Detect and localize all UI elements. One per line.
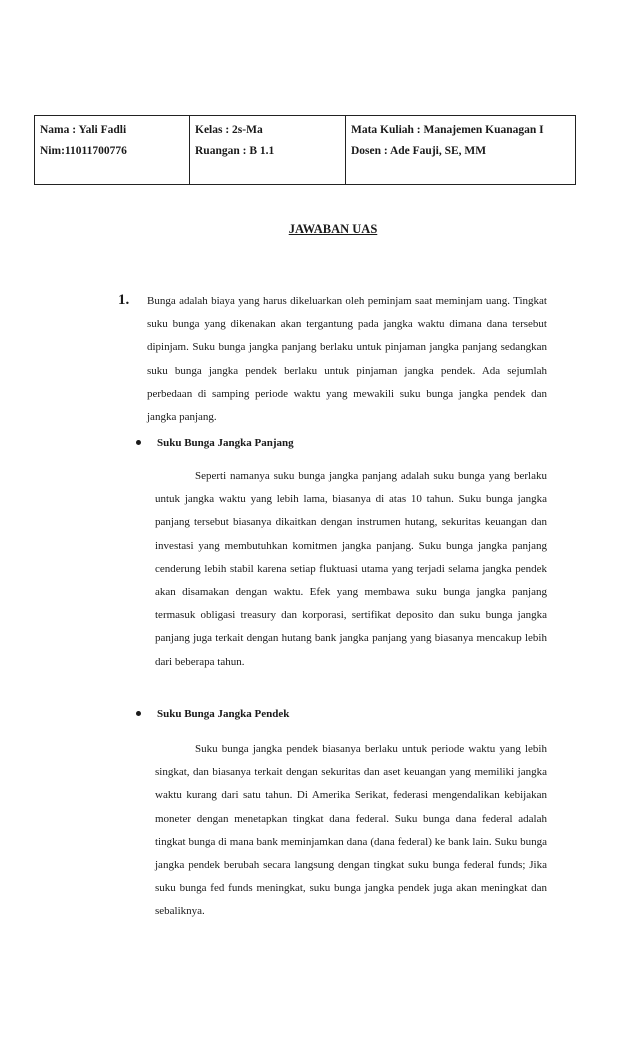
- bullet-icon: [136, 440, 141, 445]
- student-info-row: [35, 116, 576, 185]
- student-name: Nama : Yali Fadli: [40, 124, 127, 136]
- page-title: JAWABAN UAS: [288, 222, 378, 236]
- room-label: Ruangan : B 1.1: [195, 145, 275, 157]
- class-label: Kelas : 2s-Ma: [195, 124, 263, 136]
- bullet-icon: [136, 711, 141, 716]
- answer-number: 1.: [118, 292, 130, 308]
- section-heading-long-term: [157, 433, 294, 453]
- course-cell: [346, 116, 576, 185]
- section-paragraph-short-term: Suku bunga jangka pendek biasanya berlaku untuk periode waktu yang lebih singkat, dan biasanya terkait dengan sekuritas dan aset keuangan yang memiliki jangka waktu kurang dari satu tahun. Di Amerika Serikat, federasi mengendalikan kebijakan moneter dengan menetapkan tingkat dana federal. Suku bunga dana federal adalah tingkat bunga di mana bank meminjamkan dana (dana federal) ke bank lain. Suku bunga jangka pendek berubah secara langsung dengan tingkat suku bunga federal funds; Jika suku bunga fed funds meningkat, suku bunga jangka pendek juga akan meningkat dan sebaliknya.: [155, 743, 547, 918]
- student-nim: Nim:11011700776: [40, 145, 127, 157]
- course-name: Mata Kuliah : Manajemen Kuanagan I: [351, 124, 544, 136]
- section-heading-short-term: [157, 704, 289, 724]
- section-heading-text: Suku Bunga Jangka Pendek: [157, 708, 290, 720]
- student-info-table: [34, 115, 576, 185]
- student-cell: [35, 116, 190, 185]
- class-cell: [190, 116, 346, 185]
- answer-intro-paragraph: Bunga adalah biaya yang harus dikeluarkan oleh peminjam saat meminjam uang. Tingkat suku bunga yang dikenakan akan tergantung pada jangka waktu dimana dana tersebut dipinjam. Suku bunga jangka panjang berlaku untuk pinjaman jangka panjang sedangkan suku bunga jangka pendek berlaku untuk pinjaman jangka pendek. Ada sejumlah perbedaan di samping periode waktu yang mewakili suku bunga jangka pendek dan jangka panjang.: [147, 295, 547, 424]
- section-paragraph-long-term: Seperti namanya suku bunga jangka panjang adalah suku bunga yang berlaku untuk jangka waktu yang lebih lama, biasanya di atas 10 tahun. Suku bunga jangka panjang tersebut biasanya dikaitkan dengan instrumen hutang, sekuritas keuangan dan investasi yang membutuhkan komitmen jangka panjang. Suku bunga jangka panjang cenderung lebih stabil karena setiap fluktuasi utama yang terjadi selama jangka pendek akan disamakan dengan waktu. Efek yang membawa suku bunga jangka panjang termasuk obligasi treasury dan korporasi, sertifikat deposito dan suku bunga jangka panjang juga terkait dengan hutang bank jangka panjang yang biasanya mencakup lebih dari beberapa tahun.: [155, 470, 547, 668]
- section-heading-text: Suku Bunga Jangka Panjang: [157, 437, 294, 449]
- lecturer-name: Dosen : Ade Fauji, SE, MM: [351, 145, 487, 157]
